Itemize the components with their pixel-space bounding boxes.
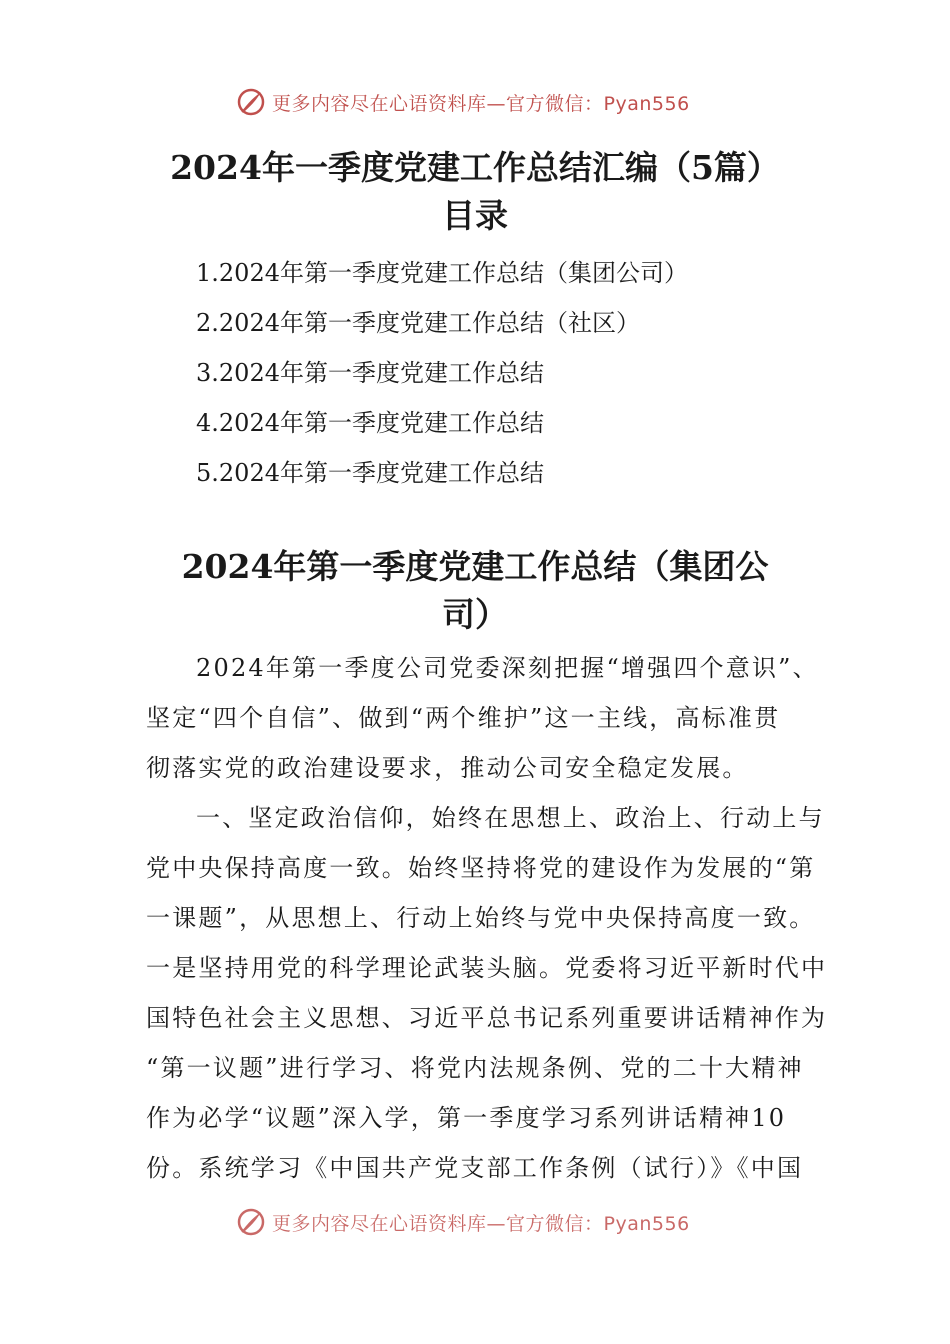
section-title-continued: 司） — [442, 595, 508, 634]
section-title: 2024年第一季度党建工作总结（集团公 — [181, 547, 769, 586]
document-title: 2024年一季度党建工作总结汇编（5篇） — [170, 148, 780, 187]
toc-item: 4.2024年第一季度党建工作总结 — [196, 409, 544, 437]
table-of-contents — [196, 248, 688, 498]
toc-heading: 目录 — [442, 196, 508, 235]
paragraph-line: 党中央保持高度一致。始终坚持将党的建设作为发展的“第 — [146, 854, 816, 882]
watermark-header — [236, 84, 756, 120]
body-paragraph-intro — [146, 643, 826, 793]
feather-logo-icon — [236, 1207, 266, 1237]
watermark-text: 更多内容尽在心语资料库—官方微信：Pyan556 — [272, 92, 690, 115]
watermark-text: 更多内容尽在心语资料库—官方微信：Pyan556 — [272, 1212, 690, 1235]
paragraph-line: “第一议题”进行学习、将党内法规条例、党的二十大精神 — [146, 1054, 804, 1082]
body-paragraph-section-one — [146, 793, 826, 1193]
paragraph-line: 彻落实党的政治建设要求，推动公司安全稳定发展。 — [146, 754, 749, 782]
paragraph-line: 一、坚定政治信仰，始终在思想上、政治上、行动上与 — [196, 804, 825, 832]
paragraph-line: 坚定“四个自信”、做到“两个维护”这一主线，高标准贯 — [146, 704, 781, 732]
paragraph-line: 国特色社会主义思想、习近平总书记系列重要讲话精神作为 — [146, 1004, 828, 1032]
toc-item: 3.2024年第一季度党建工作总结 — [196, 359, 544, 387]
paragraph-line: 一是坚持用党的科学理论武装头脑。党委将习近平新时代中 — [146, 954, 828, 982]
paragraph-line: 作为必学“议题”深入学，第一季度学习系列讲话精神10 — [146, 1104, 787, 1132]
toc-item: 5.2024年第一季度党建工作总结 — [196, 459, 544, 487]
watermark-footer — [236, 1204, 756, 1240]
toc-item: 1.2024年第一季度党建工作总结（集团公司） — [196, 259, 688, 287]
paragraph-line: 份。系统学习《中国共产党支部工作条例（试行）》《中国 — [146, 1154, 804, 1182]
paragraph-line: 一课题”，从思想上、行动上始终与党中央保持高度一致。 — [146, 904, 816, 932]
toc-item: 2.2024年第一季度党建工作总结（社区） — [196, 309, 640, 337]
feather-logo-icon — [236, 87, 266, 117]
paragraph-line: 2024年第一季度公司党委深刻把握“增强四个意识”、 — [196, 654, 819, 682]
